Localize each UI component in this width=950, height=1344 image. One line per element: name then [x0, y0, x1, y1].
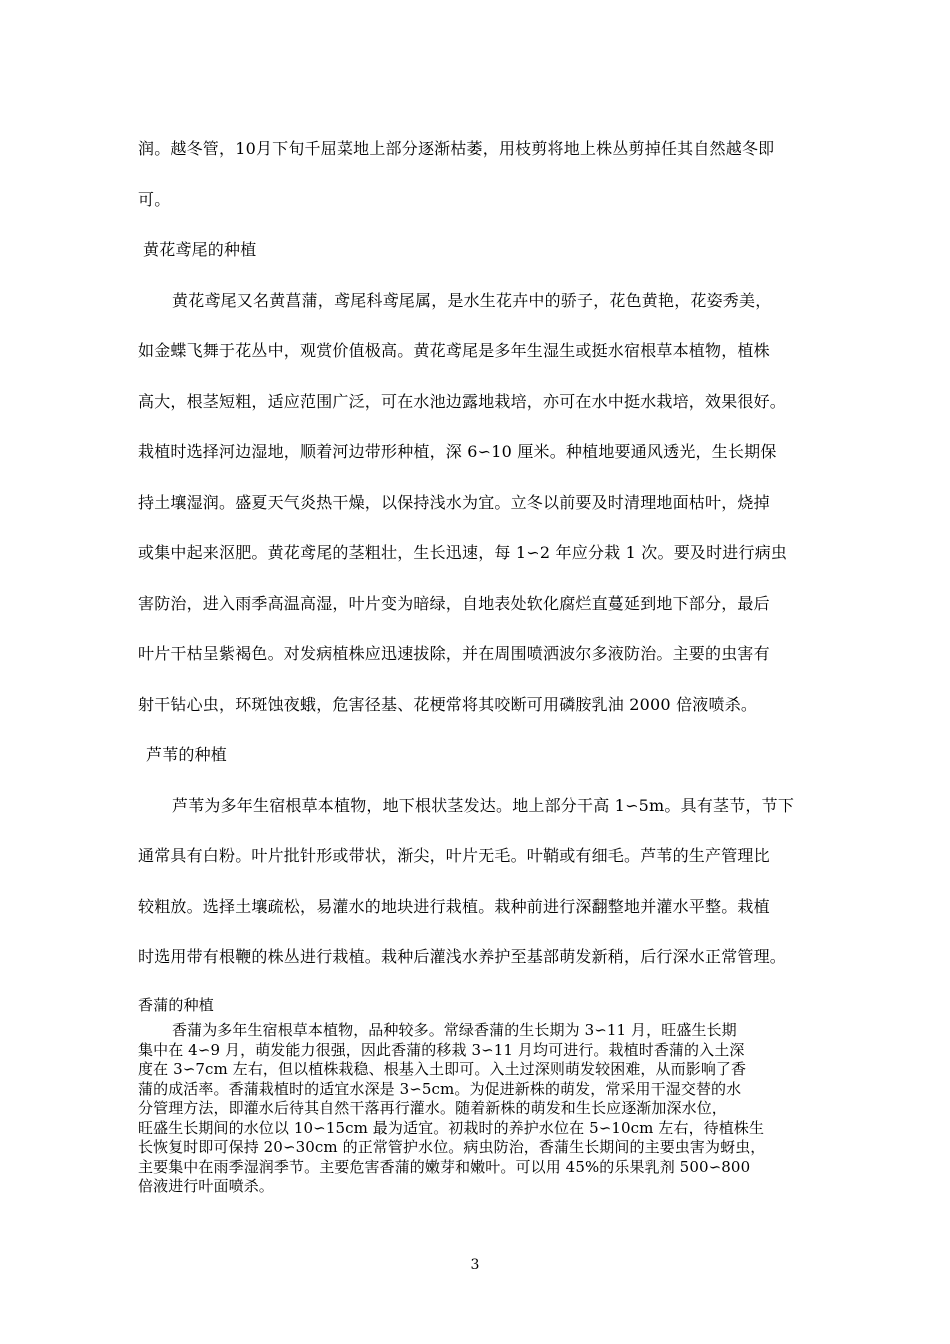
paragraph-line: 或集中起来沤肥。黄花鸢尾的茎粗壮，生长迅速，每 1∽2 年应分栽 1 次。要及时进行病虫: [138, 543, 788, 562]
paragraph-line: 分管理方法，即灌水后待其自然干落再行灌水。随着新株的萌发和生长应逐渐加深水位，: [138, 1099, 727, 1117]
paragraph-line: 倍液进行叶面喷杀。: [138, 1177, 274, 1195]
paragraph-line: 可。: [138, 190, 171, 209]
paragraph-line: 长恢复时即可保持 20∽30cm 的正常管护水位。病虫防治，香蒲生长期间的主要虫害为蚜虫，: [138, 1138, 766, 1156]
section-heading-yellow-iris: 黄花鸢尾的种植: [143, 240, 257, 259]
paragraph-line: 润。越冬管，10月下旬千屈菜地上部分逐渐枯萎，用枝剪将地上株丛剪掉任其自然越冬即: [138, 139, 775, 158]
paragraph-line: 度在 3∽7cm 左右，但以植株栽稳、根基入土即可。入土过深则萌发较困难，从而影响了香: [138, 1060, 747, 1078]
paragraph-line: 芦苇为多年生宿根草本植物，地下根状茎发达。地上部分干高 1∽5m。具有茎节，节下: [172, 796, 795, 815]
paragraph-line: 较粗放。选择土壤疏松，易灌水的地块进行栽植。栽种前进行深翻整地并灌水平整。栽植: [138, 897, 770, 916]
paragraph-line: 如金蝶飞舞于花丛中，观赏价值极高。黄花鸢尾是多年生湿生或挺水宿根草本植物，植株: [138, 341, 770, 360]
paragraph-line: 高大，根茎短粗，适应范围广泛，可在水池边露地栽培，亦可在水中挺水栽培，效果很好。: [138, 392, 787, 411]
paragraph-line: 集中在 4∽9 月，萌发能力很强，因此香蒲的移栽 3∽11 月均可进行。栽植时香蒲的入土深: [138, 1041, 745, 1059]
paragraph-line: 主要集中在雨季湿润季节。主要危害香蒲的嫩芽和嫩叶。可以用 45%的乐果乳剂 500∽800: [138, 1158, 751, 1176]
paragraph-line: 持土壤湿润。盛夏天气炎热干燥，以保持浅水为宜。立冬以前要及时清理地面枯叶，烧掉: [138, 493, 770, 512]
paragraph-line: 害防治，进入雨季高温高湿，叶片变为暗绿，自地表处软化腐烂直蔓延到地下部分，最后: [138, 594, 770, 613]
paragraph-line: 栽植时选择河边湿地，顺着河边带形种植，深 6∽10 厘米。种植地要通风透光，生长期保: [138, 442, 777, 461]
paragraph-line: 黄花鸢尾又名黄菖蒲，鸢尾科鸢尾属，是水生花卉中的骄子，花色黄艳，花姿秀美，: [172, 291, 772, 310]
paragraph-line: 时选用带有根鞭的株丛进行栽植。栽种后灌浅水养护至基部萌发新稍，后行深水正常管理。: [138, 947, 787, 966]
page-number: 3: [470, 1257, 480, 1273]
section-heading-reed: 芦苇的种植: [146, 745, 228, 764]
paragraph-line: 旺盛生长期间的水位以 10∽15cm 最为适宜。初栽时的养护水位在 5∽10cm 左右，待植株生: [138, 1119, 765, 1137]
paragraph-line: 射干钻心虫，环斑蚀夜蛾，危害径基、花梗常将其咬断可用磷胺乳油 2000 倍液喷杀。: [138, 695, 758, 714]
section-heading-cattail: 香蒲的种植: [138, 996, 215, 1014]
paragraph-line: 通常具有白粉。叶片批针形或带状，渐尖，叶片无毛。叶鞘或有细毛。芦苇的生产管理比: [138, 846, 770, 865]
paragraph-line: 叶片干枯呈紫褐色。对发病植株应迅速拔除，并在周围喷洒波尔多液防治。主要的虫害有: [138, 644, 770, 663]
paragraph-line: 香蒲为多年生宿根草本植物，品种较多。常绿香蒲的生长期为 3∽11 月，旺盛生长期: [172, 1021, 737, 1039]
paragraph-line: 蒲的成活率。香蒲栽植时的适宜水深是 3∽5cm。为促进新株的萌发，常采用干湿交替的水: [138, 1080, 742, 1098]
